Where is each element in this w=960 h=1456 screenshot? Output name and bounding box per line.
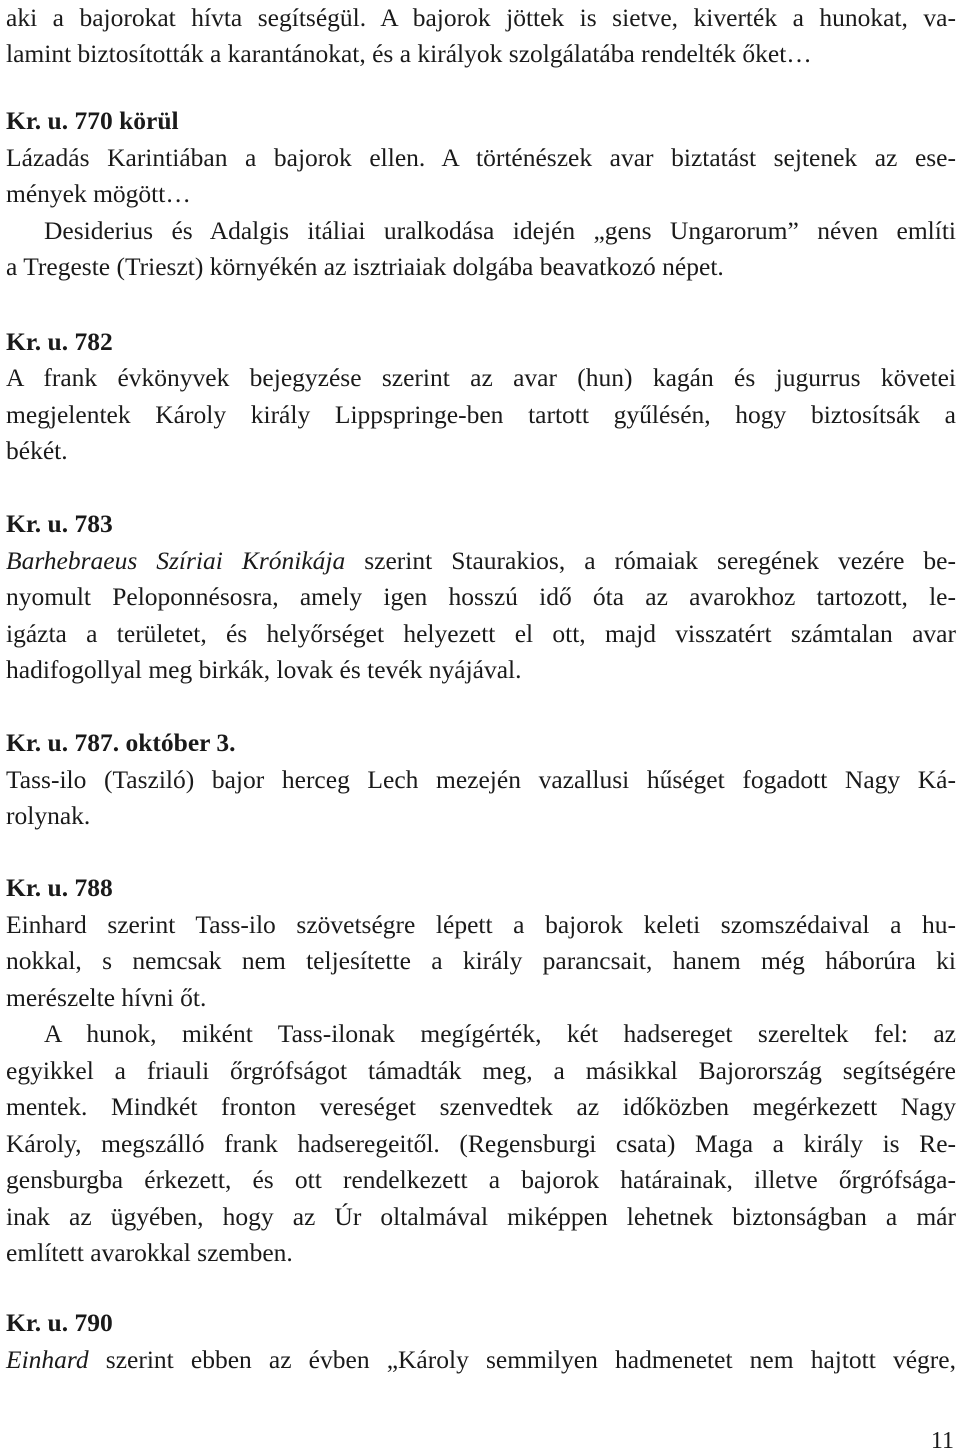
paragraph-line: A hunok, miként Tass-ilonak megígérték, két hadsereget szereltek fel: az <box>44 1019 956 1048</box>
paragraph-line: Károly, megszálló frank hadseregeitől. (Regensburgi csata) Maga a király is Re- <box>6 1129 956 1158</box>
paragraph-line: A frank évkönyvek bejegyzése szerint az avar (hun) kagán és jugurrus követei <box>6 363 956 392</box>
page-number: 11 <box>930 1428 954 1454</box>
paragraph-line: mények mögött… <box>6 179 191 208</box>
paragraph-line <box>6 1342 956 1378</box>
paragraph-line: a Tregeste (Trieszt) környékén az isztriaiak dolgába beavatkozó népet. <box>6 252 724 281</box>
source-title: Barhebraeus Szíriai Krónikája <box>6 546 346 575</box>
paragraph-line: gensburgba érkezett, és ott rendelkezett a bajorok határainak, illetve őrgrófsága- <box>6 1165 956 1194</box>
paragraph-line: említett avarokkal szemben. <box>6 1238 293 1267</box>
paragraph-line: mentek. Mindkét fronton vereséget szenvedtek az időközben megérkezett Nagy <box>6 1092 956 1121</box>
paragraph-line: aki a bajorokat hívta segítségül. A bajorok jöttek is sietve, kiverték a hunokat, va- <box>6 3 956 32</box>
section-heading-790: Kr. u. 790 <box>6 1308 113 1337</box>
paragraph-line: Lázadás Karintiában a bajorok ellen. A történészek avar biztatást sejtenek az ese- <box>6 143 956 172</box>
paragraph-line: rolynak. <box>6 801 91 830</box>
section-heading-783: Kr. u. 783 <box>6 509 113 538</box>
paragraph-line: lamint biztosították a karantánokat, és a királyok szolgálatába rendelték őket… <box>6 39 812 68</box>
paragraph-line: igázta a területet, és helyőrséget helyezett el ott, majd visszatért számtalan avar <box>6 619 956 648</box>
paragraph-line: békét. <box>6 436 68 465</box>
section-heading-782: Kr. u. 782 <box>6 327 113 356</box>
paragraph-line: nokkal, s nemcsak nem teljesítette a király parancsait, hanem még háborúra ki <box>6 946 956 975</box>
paragraph-text: szerint ebben az évben „Károly semmilyen hadmenetet nem hajtott végre, <box>88 1345 956 1374</box>
section-heading-770: Kr. u. 770 körül <box>6 106 179 135</box>
paragraph-text: szerint Staurakios, a rómaiak seregének vezére be- <box>345 546 956 575</box>
paragraph-line: egyikkel a friauli őrgrófságot támadták meg, a másikkal Bajorország segítségére <box>6 1056 956 1085</box>
paragraph-line: megjelentek Károly király Lippspringe-ben tartott gyűlésén, hogy biztosítsák a <box>6 400 956 429</box>
section-heading-787: Kr. u. 787. október 3. <box>6 728 236 757</box>
paragraph-line: Desiderius és Adalgis itáliai uralkodása idején „gens Ungarorum” néven említi <box>44 216 956 245</box>
paragraph-line: inak az ügyében, hogy az Úr oltalmával miképpen lehetnek biztonságban a már <box>6 1202 956 1231</box>
paragraph-line: Einhard szerint Tass-ilo szövetségre lépett a bajorok keleti szomszédaival a hu- <box>6 910 956 939</box>
paragraph-line: nyomult Peloponnésosra, amely igen hosszú idő óta az avarokhoz tartozott, le- <box>6 582 956 611</box>
paragraph-line: merészelte hívni őt. <box>6 983 207 1012</box>
paragraph-line: hadifogollyal meg birkák, lovak és tevék nyájával. <box>6 655 522 684</box>
author-name: Einhard <box>6 1345 89 1374</box>
paragraph-line <box>6 543 956 579</box>
paragraph-line: Tass-ilo (Tasziló) bajor herceg Lech mezején vazallusi hűséget fogadott Nagy Ká- <box>6 765 956 794</box>
section-heading-788: Kr. u. 788 <box>6 873 113 902</box>
